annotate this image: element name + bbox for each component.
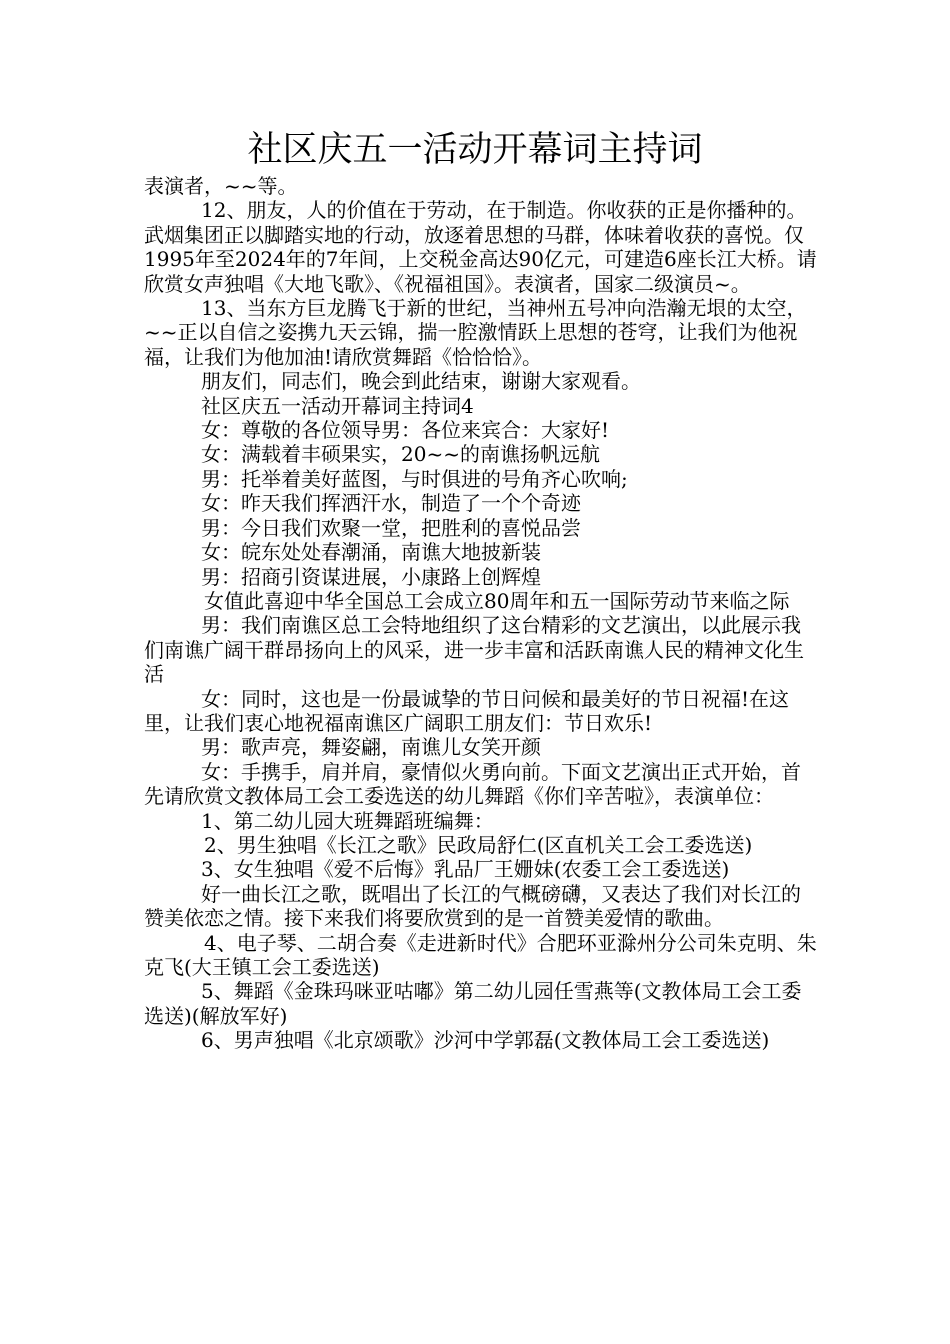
dialogue-line: 女：皖东处处春潮涌，南谯大地披新装	[201, 540, 541, 565]
document-title: 社区庆五一活动开幕词主持词	[247, 130, 703, 170]
program-item: 6、男声独唱《北京颂歌》沙河中学郭磊(文教体局工会工委选送)	[201, 1028, 770, 1053]
dialogue-line: 女：同时，这也是一份最诚挚的节日问候和最美好的节日祝福!在这里，让我们衷心地祝福南谯区广阔职工朋友们：节日欢乐!	[144, 686, 790, 735]
paragraph: 13、当东方巨龙腾飞于新的世纪，当神州五号冲向浩瀚无垠的太空，~~正以自信之姿携九天云锦，揣一腔激情跃上思想的苍穹，让我们为他祝福，让我们为他加油!请欣赏舞蹈《恰恰恰》。	[144, 296, 807, 369]
document-body	[144, 174, 820, 1053]
paragraph: 朋友们，同志们，晚会到此结束，谢谢大家观看。	[201, 369, 641, 394]
dialogue-line: 女：昨天我们挥洒汗水，制造了一个个奇迹	[201, 491, 581, 516]
dialogue-line: 女值此喜迎中华全国总工会成立80周年和五一国际劳动节来临之际	[204, 588, 790, 613]
dialogue-line: 男：今日我们欢聚一堂，把胜利的喜悦品尝	[201, 515, 581, 540]
dialogue-line: 女：满载着丰硕果实，20~~的南谯扬帆远航	[201, 442, 600, 467]
dialogue-line: 男：歌声亮，舞姿翩，南谯儿女笑开颜	[201, 735, 541, 760]
program-item: 5、舞蹈《金珠玛咪亚咕嘟》第二幼儿园任雪燕等(文教体局工会工委选送)(解放军好)	[144, 979, 802, 1028]
paragraph: 好一曲长江之歌，既唱出了长江的气概磅礴，又表达了我们对长江的赞美依恋之情。接下来我们将要欣赏到的是一首赞美爱情的歌曲。	[144, 881, 801, 931]
dialogue-line: 男：托举着美好蓝图，与时俱进的号角齐心吹响;	[201, 466, 628, 491]
paragraph: 表演者，~~等。	[144, 174, 298, 198]
dialogue-line: 男：我们南谯区总工会特地组织了这台精彩的文艺演出，以此展示我们南谯广阔干群昂扬向上的风采，进一步丰富和活跃南谯人民的精神文化生活	[144, 613, 804, 687]
program-item: 4、电子琴、二胡合奏《走进新时代》合肥环亚滁州分公司朱克明、朱克飞(大王镇工会工委选送)	[144, 930, 817, 979]
program-item: 2、男生独唱《长江之歌》民政局舒仁(区直机关工会工委选送)	[204, 832, 753, 857]
dialogue-line: 女：手携手，肩并肩，豪情似火勇向前。下面文艺演出正式开始，首先请欣赏文教体局工会工委选送的幼儿舞蹈《你们辛苦啦》，表演单位：	[144, 759, 801, 809]
paragraph: 社区庆五一活动开幕词主持词4	[201, 393, 474, 418]
dialogue-line: 女：尊敬的各位领导男：各位来宾合：大家好!	[201, 418, 610, 443]
paragraph: 12、朋友，人的价值在于劳动，在于制造。你收获的正是你播种的。武烟集团正以脚踏实地的行动，放逐着思想的马群，体味着收获的喜悦。仅1995年至2024年的7年间，上交税金高达90亿元，可建造6座长江大桥。请欣赏女声独唱《大地飞歌》、《祝福祖国》。表演者，国家二级演员~。	[144, 198, 817, 296]
program-item: 3、女生独唱《爱不后悔》乳品厂王姗妹(农委工会工委选送)	[201, 857, 730, 882]
program-item: 1、第二幼儿园大班舞蹈班编舞：	[201, 808, 494, 833]
dialogue-line: 男：招商引资谋进展，小康路上创辉煌	[201, 564, 541, 589]
